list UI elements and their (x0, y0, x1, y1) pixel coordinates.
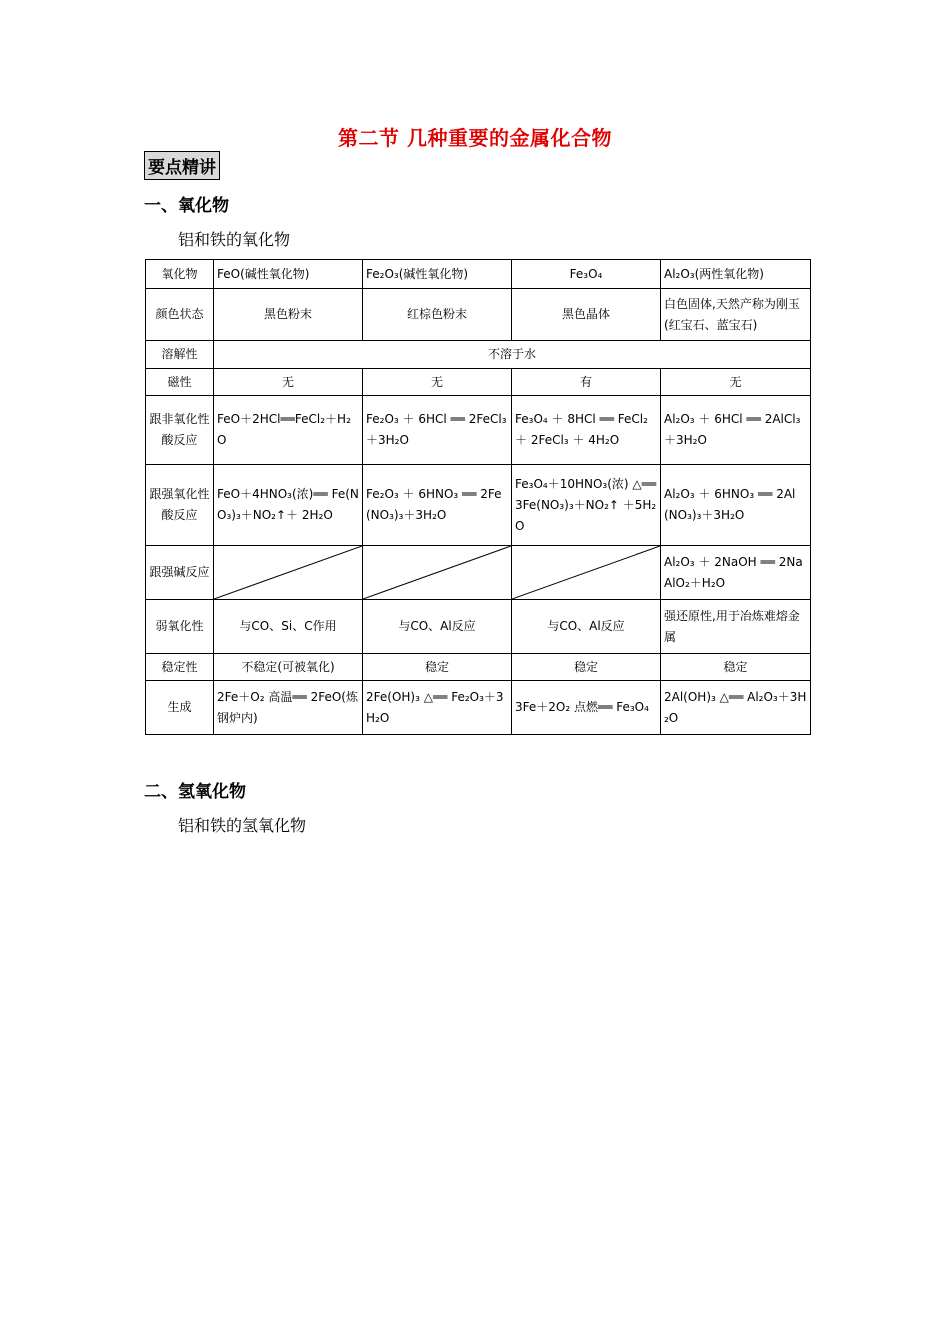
header-cell-feo: FeO(碱性氧化物) (214, 260, 363, 289)
header-cell-fe2o3: Fe₂O₃(碱性氧化物) (363, 260, 512, 289)
table-cell: Fe₃O₄＋10HNO₃(浓) △══3Fe(NO₃)₃＋NO₂↑ ＋5H₂O (512, 465, 661, 546)
diagonal-slash (363, 546, 511, 599)
table-cell: 稳定 (512, 654, 661, 681)
table-row-oxidizing-acid (146, 465, 811, 546)
table-cell: 2Fe＋O₂ 高温══ 2FeO(炼钢炉内) (214, 681, 363, 735)
section-box-label: 要点精讲 (144, 151, 220, 180)
table-cell: 无 (214, 369, 363, 396)
table-cell: 黑色粉末 (214, 289, 363, 341)
row-label: 颜色状态 (146, 289, 214, 341)
table-cell: Fe₂O₃ ＋ 6HCl ══ 2FeCl₃＋3H₂O (363, 396, 512, 465)
table-cell: Fe₃O₄ ＋ 8HCl ══ FeCl₂ ＋ 2FeCl₃ ＋ 4H₂O (512, 396, 661, 465)
table-cell: 稳定 (661, 654, 811, 681)
oxides-subheading: 铝和铁的氧化物 (178, 230, 291, 249)
oxides-heading: 一、氧化物 (144, 196, 229, 216)
table-row-stability (146, 654, 811, 681)
row-label: 跟强氧化性酸反应 (146, 465, 214, 546)
table-cell: 黑色晶体 (512, 289, 661, 341)
diagonal-slash (512, 546, 660, 599)
table-row-header (146, 260, 811, 289)
header-cell-oxide: 氧化物 (146, 260, 214, 289)
table-cell: 与CO、Al反应 (363, 600, 512, 654)
table-cell: 强还原性,用于冶炼难熔金属 (661, 600, 811, 654)
empty-slash-cell (363, 546, 512, 600)
table-cell: FeO＋2HCl══FeCl₂＋H₂O (214, 396, 363, 465)
oxides-table (145, 259, 811, 735)
table-cell: 不稳定(可被氧化) (214, 654, 363, 681)
table-cell: Al₂O₃ ＋ 6HNO₃ ══ 2Al(NO₃)₃＋3H₂O (661, 465, 811, 546)
table-cell: 无 (661, 369, 811, 396)
table-cell: Al₂O₃ ＋ 6HCl ══ 2AlCl₃＋3H₂O (661, 396, 811, 465)
table-cell: 无 (363, 369, 512, 396)
table-row-formation (146, 681, 811, 735)
empty-slash-cell (512, 546, 661, 600)
row-label: 跟强碱反应 (146, 546, 214, 600)
table-cell: 3Fe＋2O₂ 点燃══ Fe₃O₄ (512, 681, 661, 735)
row-label: 溶解性 (146, 341, 214, 369)
table-row-weak-oxidizing (146, 600, 811, 654)
table-row-nonoxidizing-acid (146, 396, 811, 465)
table-cell: 不溶于水 (214, 341, 811, 369)
table-cell: 红棕色粉末 (363, 289, 512, 341)
row-label: 磁性 (146, 369, 214, 396)
table-cell: 与CO、Al反应 (512, 600, 661, 654)
header-cell-al2o3: Al₂O₃(两性氧化物) (661, 260, 811, 289)
diagonal-slash (214, 546, 362, 599)
table-cell: Al₂O₃ ＋ 2NaOH ══ 2NaAlO₂＋H₂O (661, 546, 811, 600)
table-cell: 有 (512, 369, 661, 396)
table-cell: 与CO、Si、C作用 (214, 600, 363, 654)
hydroxides-heading: 二、氢氧化物 (144, 782, 246, 802)
row-label: 弱氧化性 (146, 600, 214, 654)
row-label: 跟非氧化性酸反应 (146, 396, 214, 465)
row-label: 稳定性 (146, 654, 214, 681)
row-label: 生成 (146, 681, 214, 735)
table-cell: 2Al(OH)₃ △══ Al₂O₃＋3H₂O (661, 681, 811, 735)
table-row-magnetism (146, 369, 811, 396)
table-cell: 2Fe(OH)₃ △══ Fe₂O₃＋3H₂O (363, 681, 512, 735)
page-title: 第二节 几种重要的金属化合物 (338, 126, 612, 150)
table-row-strong-base (146, 546, 811, 600)
table-cell: 白色固体,天然产称为刚玉(红宝石、蓝宝石) (661, 289, 811, 341)
table-cell: 稳定 (363, 654, 512, 681)
hydroxides-subheading: 铝和铁的氢氧化物 (178, 816, 307, 835)
table-row-color (146, 289, 811, 341)
table-cell: FeO＋4HNO₃(浓)══ Fe(NO₃)₃＋NO₂↑＋ 2H₂O (214, 465, 363, 546)
empty-slash-cell (214, 546, 363, 600)
table-row-solubility (146, 341, 811, 369)
header-cell-fe3o4: Fe₃O₄ (512, 260, 661, 289)
table-cell: Fe₂O₃ ＋ 6HNO₃ ══ 2Fe(NO₃)₃＋3H₂O (363, 465, 512, 546)
